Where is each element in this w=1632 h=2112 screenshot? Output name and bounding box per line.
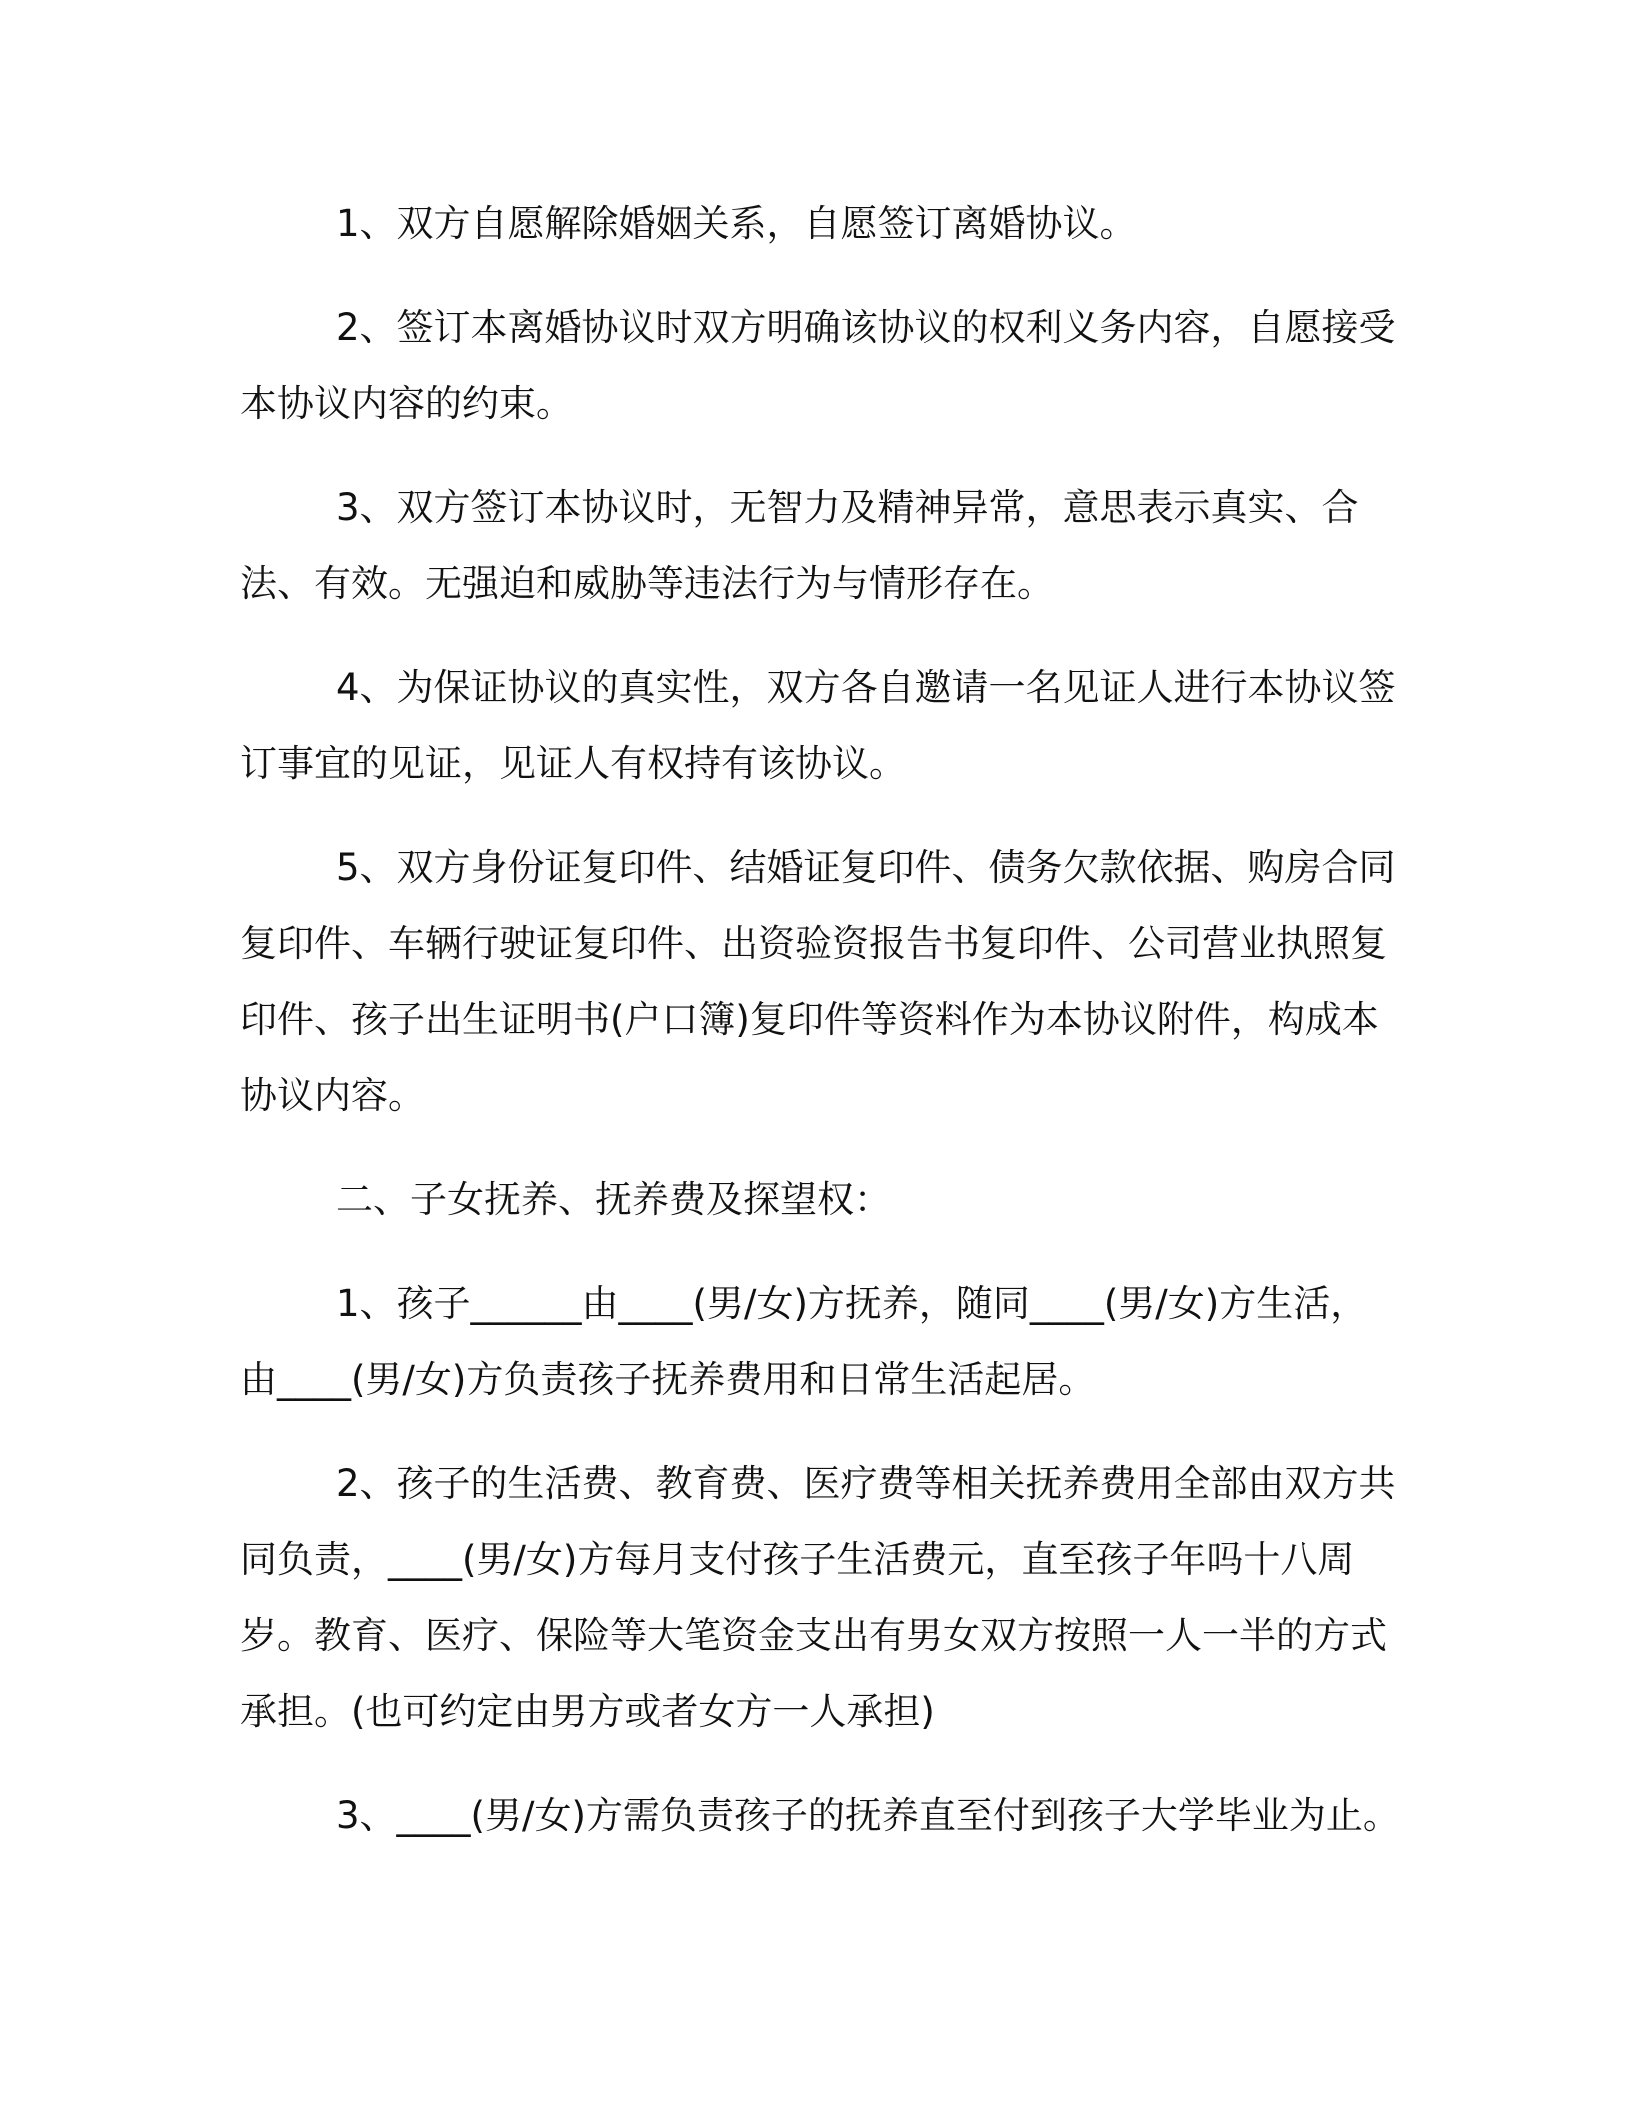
document-body xyxy=(240,186,1400,1882)
clause-2-rights-obligations: 2、签订本离婚协议时双方明确该协议的权利义务内容，自愿接受本协议内容的约束。 xyxy=(240,306,1396,425)
clause-1-voluntary-divorce: 1、双方自愿解除婚姻关系，自愿签订离婚协议。 xyxy=(336,202,1137,245)
clause-3-capacity: 3、双方签订本协议时，无智力及精神异常，意思表示真实、合法、有效。无强迫和威胁等违法行为与情形存在。 xyxy=(240,486,1359,605)
section-heading-child-support: 二、子女抚养、抚养费及探望权： xyxy=(336,1178,891,1221)
child-clause-1-custody: 1、孩子______由____(男/女)方抚养，随同____(男/女)方生活，由____(男/女)方负责孩子抚养费用和日常生活起居。 xyxy=(240,1282,1368,1401)
clause-4-witness: 4、为保证协议的真实性，双方各自邀请一名见证人进行本协议签订事宜的见证，见证人有权持有该协议。 xyxy=(240,666,1396,785)
child-clause-3-support-until-graduation: 3、____(男/女)方需负责孩子的抚养直至付到孩子大学毕业为止。 xyxy=(336,1794,1400,1837)
clause-5-attachments: 5、双方身份证复印件、结婚证复印件、债务欠款依据、购房合同复印件、车辆行驶证复印件、出资验资报告书复印件、公司营业执照复印件、孩子出生证明书(户口簿)复印件等资料作为本协议附件，构成本协议内容。 xyxy=(240,846,1396,1117)
child-clause-2-expenses: 2、孩子的生活费、教育费、医疗费等相关抚养费用全部由双方共同负责，____(男/女)方每月支付孩子生活费元，直至孩子年吗十八周岁。教育、医疗、保险等大笔资金支出有男女双方按照一人一半的方式承担。(也可约定由男方或者女方一人承担) xyxy=(240,1462,1396,1733)
